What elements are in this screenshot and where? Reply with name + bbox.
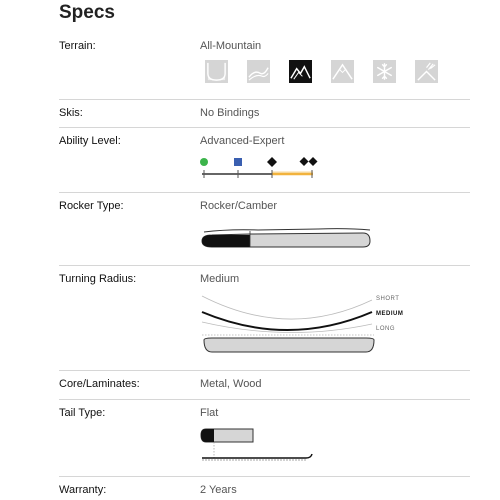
warranty-value: 2 Years	[200, 484, 237, 496]
core-value: Metal, Wood	[200, 378, 262, 390]
expert-double-diamond-icon	[300, 157, 318, 166]
ability-label: Ability Level:	[59, 135, 121, 147]
core-label: Core/Laminates:	[59, 378, 140, 390]
groomer-icon	[205, 60, 228, 83]
divider	[59, 265, 470, 266]
all-mountain-icon	[289, 60, 312, 83]
divider	[59, 476, 470, 477]
turning-option-long: LONG	[376, 326, 396, 332]
divider	[59, 192, 470, 193]
ability-value: Advanced-Expert	[200, 135, 285, 147]
advanced-diamond-icon	[267, 157, 277, 167]
terrain-label: Terrain:	[59, 40, 96, 52]
turning-label: Turning Radius:	[59, 273, 137, 285]
turning-option-short: SHORT	[376, 296, 400, 302]
big-mountain-icon	[331, 60, 354, 83]
rocker-label: Rocker Type:	[59, 200, 124, 212]
turning-value: Medium	[200, 273, 240, 285]
terrain-value: All-Mountain	[200, 40, 262, 52]
tail-profile-graphic	[198, 424, 328, 466]
divider	[59, 127, 470, 128]
beginner-circle-icon	[200, 158, 208, 166]
divider	[59, 99, 470, 100]
ability-level-scale	[198, 154, 328, 184]
rocker-value: Rocker/Camber	[200, 200, 278, 212]
tail-value: Flat	[200, 407, 219, 419]
backcountry-icon	[415, 60, 438, 83]
intermediate-square-icon	[234, 158, 242, 166]
page-title: Specs	[59, 2, 115, 23]
skis-label: Skis:	[59, 107, 83, 119]
skis-value: No Bindings	[200, 107, 260, 119]
turning-radius-graphic	[198, 290, 418, 360]
warranty-label: Warranty:	[59, 484, 107, 496]
divider	[59, 399, 470, 400]
turning-option-medium: MEDIUM	[376, 311, 404, 317]
park-icon	[247, 60, 270, 83]
tail-label: Tail Type:	[59, 407, 106, 419]
powder-icon	[373, 60, 396, 83]
terrain-icons	[205, 60, 438, 83]
rocker-profile-graphic	[198, 220, 378, 255]
divider	[59, 370, 470, 371]
